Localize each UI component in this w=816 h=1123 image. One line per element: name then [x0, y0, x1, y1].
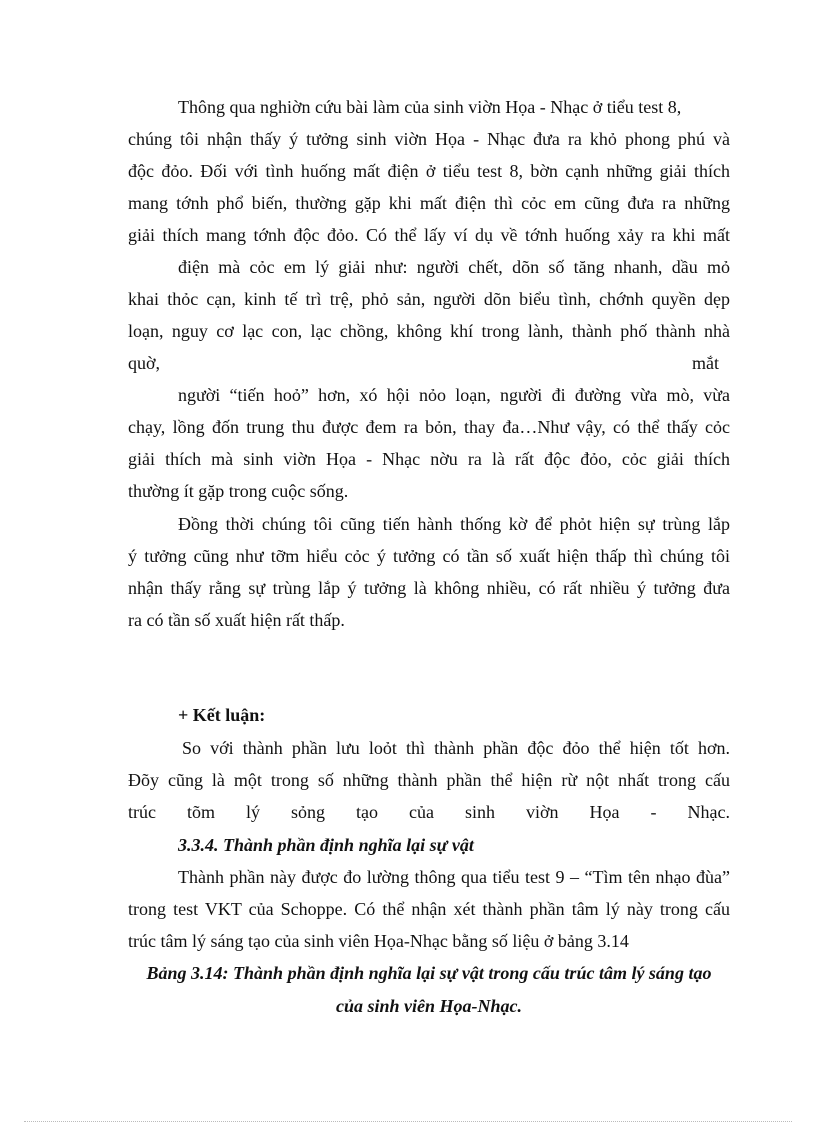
para1-line-9: quờ,	[128, 353, 161, 373]
conclusion-heading: + Kết luận:	[178, 705, 266, 725]
para1-line-3: độc đỏo. Đối với tình huống mất điện ở tiểu test 8, bờn cạnh những giải thích	[128, 161, 730, 181]
para4-line-1: Thành phần này được đo lường thông qua tiểu test 9 – “Tìm tên nhạo đùa”	[178, 867, 730, 887]
para4-line-2: trong test VKT của Schoppe. Có thể nhận xét thành phần tâm lý này trong cấu	[128, 899, 730, 919]
para3-line-2: Đõy cũng là một trong số những thành phần thể hiện rừ nột nhất trong cấu	[128, 770, 730, 790]
para2-line-2: ý tưởng cũng như tỡm hiểu cỏc ý tưởng có tần số xuất hiện thấp thì chúng tôi	[128, 546, 730, 566]
para2-line-4: ra có tần số xuất hiện rất thấp.	[128, 610, 345, 630]
table-caption-line-1: Bảng 3.14: Thành phần định nghĩa lại sự vật trong cấu trúc tâm lý sáng tạo	[146, 963, 712, 983]
para1-line-9-right: mắt	[692, 353, 719, 373]
para3-line-3: trúc tõm lý sỏng tạo của sinh viờn Họa - Nhạc.	[128, 802, 730, 822]
para1-line-7: khai thỏc cạn, kinh tế trì trệ, phỏ sản, người dõn biểu tình, chớnh quyền dẹp	[128, 289, 730, 309]
section-heading: 3.3.4. Thành phần định nghĩa lại sự vật	[178, 835, 474, 855]
para1-line-6: điện mà cỏc em lý giải như: người chết, dõn số tăng nhanh, dầu mỏ	[178, 257, 730, 277]
para1-line-2: chúng tôi nhận thấy ý tưởng sinh viờn Họa - Nhạc đưa ra khỏ phong phú và	[128, 129, 730, 149]
para1-line-1: Thông qua nghiờn cứu bài làm của sinh viờn Họa - Nhạc ở tiểu test 8,	[178, 97, 682, 117]
para3-line-1: So với thành phần lưu loỏt thì thành phần độc đỏo thể hiện tốt hơn.	[182, 738, 730, 758]
para1-line-8: loạn, nguy cơ lạc con, lạc chồng, không khí trong lành, thành phố thành nhà	[128, 321, 730, 341]
para1-line-10: người “tiến hoỏ” hơn, xó hội nỏo loạn, người đi đường vừa mò, vừa	[178, 385, 730, 405]
table-caption-line-2: của sinh viên Họa-Nhạc.	[335, 996, 522, 1016]
para1-line-11: chạy, lồng đốn trung thu được đem ra bỏn, thay đa…Như vậy, có thể thấy cỏc	[128, 417, 730, 437]
para2-line-1: Đồng thời chúng tôi cũng tiến hành thống kờ để phỏt hiện sự trùng lắp	[178, 514, 730, 534]
para4-line-3: trúc tâm lý sáng tạo của sinh viên Họa-Nhạc bằng số liệu ở bảng 3.14	[128, 931, 629, 951]
para1-line-13: thường ít gặp trong cuộc sống.	[128, 481, 349, 501]
para1-line-5: giải thích mang tớnh độc đỏo. Có thể lấy ví dụ về tớnh huống xảy ra khi mất	[128, 225, 730, 245]
para2-line-3: nhận thấy rằng sự trùng lắp ý tưởng là không nhiều, có rất nhiều ý tưởng đưa	[128, 578, 730, 598]
para1-line-4: mang tớnh phổ biến, thường gặp khi mất điện thì cỏc em cũng đưa ra những	[128, 193, 730, 213]
page-bottom-border	[24, 1121, 792, 1122]
para1-line-12: giải thích mà sinh viờn Họa - Nhạc nờu ra là rất độc đỏo, cỏc giải thích	[128, 449, 730, 469]
